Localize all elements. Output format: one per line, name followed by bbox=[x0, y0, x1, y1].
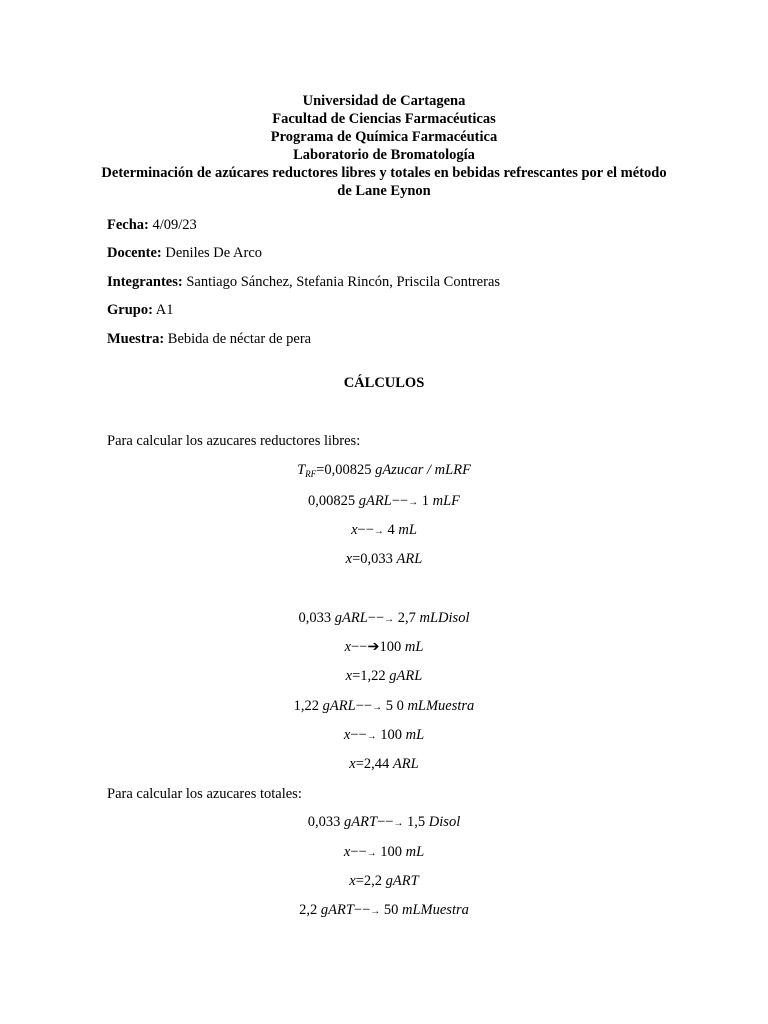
university-name: Universidad de Cartagena bbox=[302, 93, 466, 109]
grupo-row bbox=[107, 300, 687, 328]
muestra-value: Bebida de néctar de pera bbox=[167, 330, 312, 347]
equation-11 bbox=[0, 814, 768, 831]
eq12-unit: mL bbox=[405, 844, 425, 860]
para-reductores-libres: Para calcular los azucares reductores libres: bbox=[107, 433, 361, 449]
eq8-rhs: 5 0 bbox=[382, 698, 408, 714]
equation-7 bbox=[0, 668, 768, 685]
eq8-arrow: → bbox=[372, 702, 383, 713]
faculty-name: Facultad de Ciencias Farmacéuticas bbox=[272, 111, 496, 127]
eq1-t: T bbox=[297, 462, 306, 478]
eq2-num: 0,00825 bbox=[307, 493, 359, 509]
eq6-unit: mL bbox=[404, 639, 424, 655]
eq1-sub: RF bbox=[305, 469, 317, 479]
eq11-unit: Disol bbox=[428, 814, 461, 830]
eq4-eq: =0,033 bbox=[352, 551, 397, 567]
eq2-dash: −− bbox=[391, 493, 409, 509]
eq9-arrow: → bbox=[366, 731, 377, 742]
eq11-var: gART bbox=[344, 814, 378, 830]
integrantes-row bbox=[107, 272, 687, 300]
equation-2 bbox=[0, 493, 768, 510]
eq13-var: x bbox=[349, 873, 356, 889]
eq1-rest: =0,00825 bbox=[316, 462, 376, 478]
program-name: Programa de Química Farmacéutica bbox=[270, 129, 498, 145]
eq3-dash: −− bbox=[357, 522, 374, 538]
eq14-unit: mLMuestra bbox=[402, 902, 469, 918]
eq8-num: 1,22 bbox=[293, 698, 323, 714]
eq6-var: x bbox=[344, 639, 351, 655]
muestra-label: Muestra: bbox=[107, 330, 165, 347]
eq6-arrow: ➔ bbox=[367, 639, 380, 655]
eq5-arrow: → bbox=[384, 614, 395, 625]
eq5-dash: −− bbox=[367, 610, 385, 626]
eq14-arrow: → bbox=[370, 906, 381, 917]
eq2-arrow: → bbox=[408, 497, 419, 508]
grupo-value: A1 bbox=[155, 302, 174, 319]
equation-4 bbox=[0, 551, 768, 568]
fecha-label: Fecha: bbox=[107, 217, 149, 233]
eq3-unit: mL bbox=[398, 522, 417, 538]
equation-10 bbox=[0, 756, 768, 773]
eq10-unit: ARL bbox=[392, 756, 419, 772]
eq8-var: gARL bbox=[322, 698, 356, 714]
eq10-var: x bbox=[349, 756, 356, 772]
lab-name: Laboratorio de Bromatología bbox=[293, 147, 475, 163]
eq5-var: gARL bbox=[334, 610, 368, 626]
eq12-var: x bbox=[343, 844, 351, 860]
document-title: Determinación de azúcares reductores libres y totales en bebidas refrescantes por el método de Lane Eynon bbox=[101, 165, 667, 199]
eq6-rhs: 100 bbox=[379, 639, 405, 655]
eq3-rhs: 4 bbox=[383, 522, 399, 538]
equation-3 bbox=[0, 522, 768, 539]
eq7-unit: gARL bbox=[389, 668, 423, 684]
equation-13 bbox=[0, 873, 768, 890]
eq9-var: x bbox=[343, 727, 351, 743]
eq11-rhs: 1,5 bbox=[403, 814, 429, 830]
eq3-arrow: → bbox=[373, 526, 384, 537]
eq7-var: x bbox=[345, 668, 353, 684]
metadata-block bbox=[107, 215, 687, 357]
eq9-dash: −− bbox=[350, 727, 367, 743]
eq13-unit: gART bbox=[385, 873, 419, 889]
fecha-value: 4/09/23 bbox=[152, 217, 197, 233]
eq5-unit: mLDisol bbox=[419, 610, 470, 626]
eq2-unit: mLF bbox=[432, 493, 461, 509]
eq2-rhs: 1 bbox=[418, 493, 433, 509]
docente-value: Deniles De Arco bbox=[165, 245, 263, 262]
para-azucares-totales: Para calcular los azucares totales: bbox=[107, 786, 302, 802]
muestra-row bbox=[107, 329, 687, 357]
document-header bbox=[100, 92, 668, 200]
eq7-eq: =1,22 bbox=[352, 668, 390, 684]
eq8-dash: −− bbox=[355, 698, 373, 714]
equation-14 bbox=[0, 902, 768, 919]
equation-5 bbox=[0, 610, 768, 627]
docente-row bbox=[107, 243, 687, 271]
eq5-rhs: 2,7 bbox=[394, 610, 420, 626]
eq1-unit: gAzucar / mLRF bbox=[375, 462, 471, 478]
eq4-unit: ARL bbox=[396, 551, 423, 567]
fecha-row bbox=[107, 215, 687, 243]
eq14-rhs: 50 bbox=[380, 902, 402, 918]
eq13-eq: =2,2 bbox=[355, 873, 386, 889]
docente-label: Docente: bbox=[107, 245, 162, 262]
eq10-eq: =2,44 bbox=[355, 756, 393, 772]
eq8-unit: mLMuestra bbox=[407, 698, 475, 714]
equation-8 bbox=[0, 698, 768, 715]
eq14-dash: −− bbox=[353, 902, 371, 918]
eq14-num: 2,2 bbox=[299, 902, 321, 918]
eq9-unit: mL bbox=[405, 727, 425, 743]
eq11-dash: −− bbox=[377, 814, 394, 830]
integrantes-label: Integrantes: bbox=[107, 273, 183, 290]
section-title: CÁLCULOS bbox=[343, 375, 425, 391]
eq11-arrow: → bbox=[393, 818, 404, 829]
eq11-num: 0,033 bbox=[307, 814, 345, 830]
eq12-arrow: → bbox=[366, 848, 377, 859]
eq9-rhs: 100 bbox=[376, 727, 406, 743]
eq2-var: gARL bbox=[358, 493, 392, 509]
eq3-var: x bbox=[351, 522, 358, 538]
equation-6 bbox=[0, 639, 768, 656]
eq14-var: gART bbox=[320, 902, 354, 918]
eq12-rhs: 100 bbox=[376, 844, 406, 860]
equation-1 bbox=[0, 462, 768, 479]
equation-9 bbox=[0, 727, 768, 744]
eq12-dash: −− bbox=[350, 844, 367, 860]
integrantes-value: Santiago Sánchez, Stefania Rincón, Priscila Contreras bbox=[186, 273, 501, 290]
equation-12 bbox=[0, 844, 768, 861]
eq4-var: x bbox=[345, 551, 353, 567]
eq5-num: 0,033 bbox=[298, 610, 335, 626]
grupo-label: Grupo: bbox=[107, 302, 153, 319]
eq6-dash: −− bbox=[351, 639, 368, 655]
